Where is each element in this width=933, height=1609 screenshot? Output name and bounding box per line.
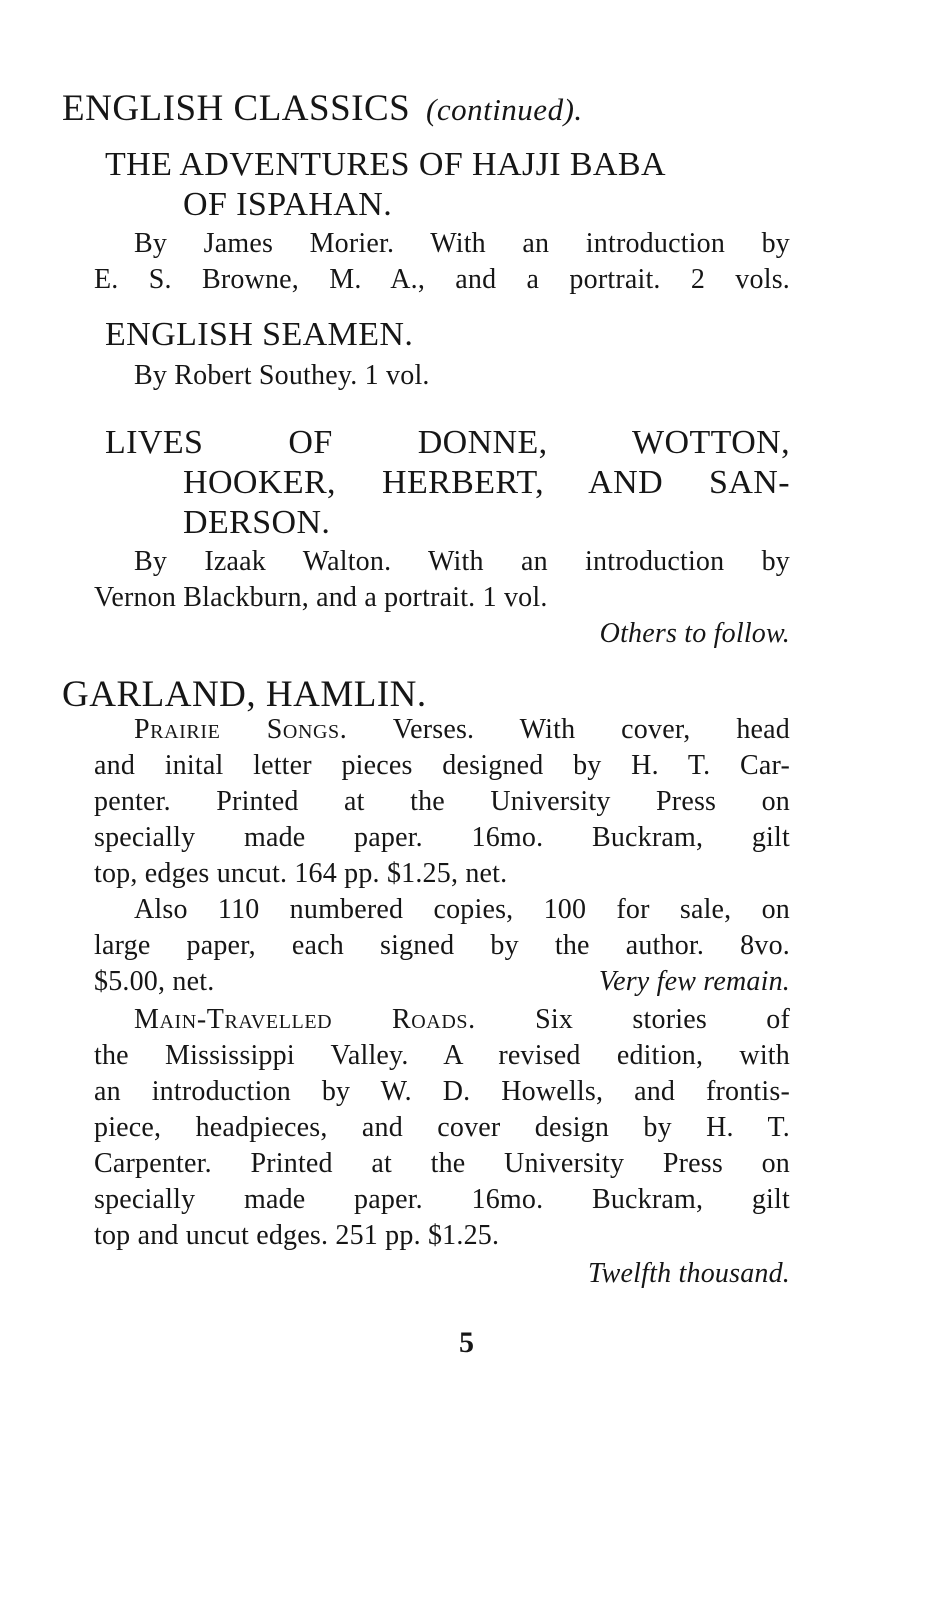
book-description-line: and inital letter pieces designed by H. T. Car- xyxy=(94,750,790,781)
book-description-line: top and uncut edges. 251 pp. $1.25. xyxy=(94,1220,500,1251)
section-heading-english-classics xyxy=(62,90,583,127)
book-title: Main-Travelled Roads. xyxy=(134,1004,476,1035)
entry-title-line: OF ISPAHAN. xyxy=(183,186,393,223)
entry-title-line: THE ADVENTURES OF HAJJI BABA xyxy=(105,146,666,183)
section-heading-text: ENGLISH CLASSICS xyxy=(62,88,411,129)
entry-description-line: By Izaak Walton. With an introduction by xyxy=(134,546,790,577)
entry-description-line: Vernon Blackburn, and a portrait. 1 vol. xyxy=(94,582,548,613)
book-description-line xyxy=(134,716,790,744)
entry-description-line: By James Morier. With an introduction by xyxy=(134,228,790,259)
book-description-line: Carpenter. Printed at the University Press on xyxy=(94,1148,790,1179)
book-extra-line: $5.00, net. xyxy=(94,966,215,997)
page-number: 5 xyxy=(459,1326,474,1359)
section-heading-garland: GARLAND, HAMLIN. xyxy=(62,674,427,715)
book-description-line: an introduction by W. D. Howells, and frontis- xyxy=(94,1076,790,1107)
book-description-line: piece, headpieces, and cover design by H. T. xyxy=(94,1112,790,1143)
book-description-line: penter. Printed at the University Press on xyxy=(94,786,790,817)
book-extra-line: Also 110 numbered copies, 100 for sale, on xyxy=(134,894,790,925)
book-description-line xyxy=(134,1006,790,1034)
book-description-line: specially made paper. 16mo. Buckram, gilt xyxy=(94,1184,790,1215)
book-description-line: top, edges uncut. 164 pp. $1.25, net. xyxy=(94,858,508,889)
book-extra-note: Very few remain. xyxy=(598,966,790,997)
section-heading-note: (continued). xyxy=(426,92,583,127)
book-title: Prairie Songs. xyxy=(134,714,348,745)
book-description-text: Six stories of xyxy=(535,1004,791,1035)
book-description-line: the Mississippi Valley. A revised edition, with xyxy=(94,1040,790,1071)
book-description-text: Verses. With cover, head xyxy=(392,714,790,745)
entry-description-line: By Robert Southey. 1 vol. xyxy=(134,360,430,391)
entry-title-line: ENGLISH SEAMEN. xyxy=(105,316,414,353)
book-note: Twelfth thousand. xyxy=(587,1258,790,1289)
entry-description-line: E. S. Browne, M. A., and a portrait. 2 vols. xyxy=(94,264,790,295)
entry-note: Others to follow. xyxy=(599,618,790,649)
book-description-line: specially made paper. 16mo. Buckram, gilt xyxy=(94,822,790,853)
book-extra-line: large paper, each signed by the author. 8vo. xyxy=(94,930,790,961)
entry-title-line: LIVES OF DONNE, WOTTON, xyxy=(105,424,790,461)
entry-title-line: DERSON. xyxy=(183,504,331,541)
entry-title-line: HOOKER, HERBERT, AND SAN- xyxy=(183,464,790,501)
